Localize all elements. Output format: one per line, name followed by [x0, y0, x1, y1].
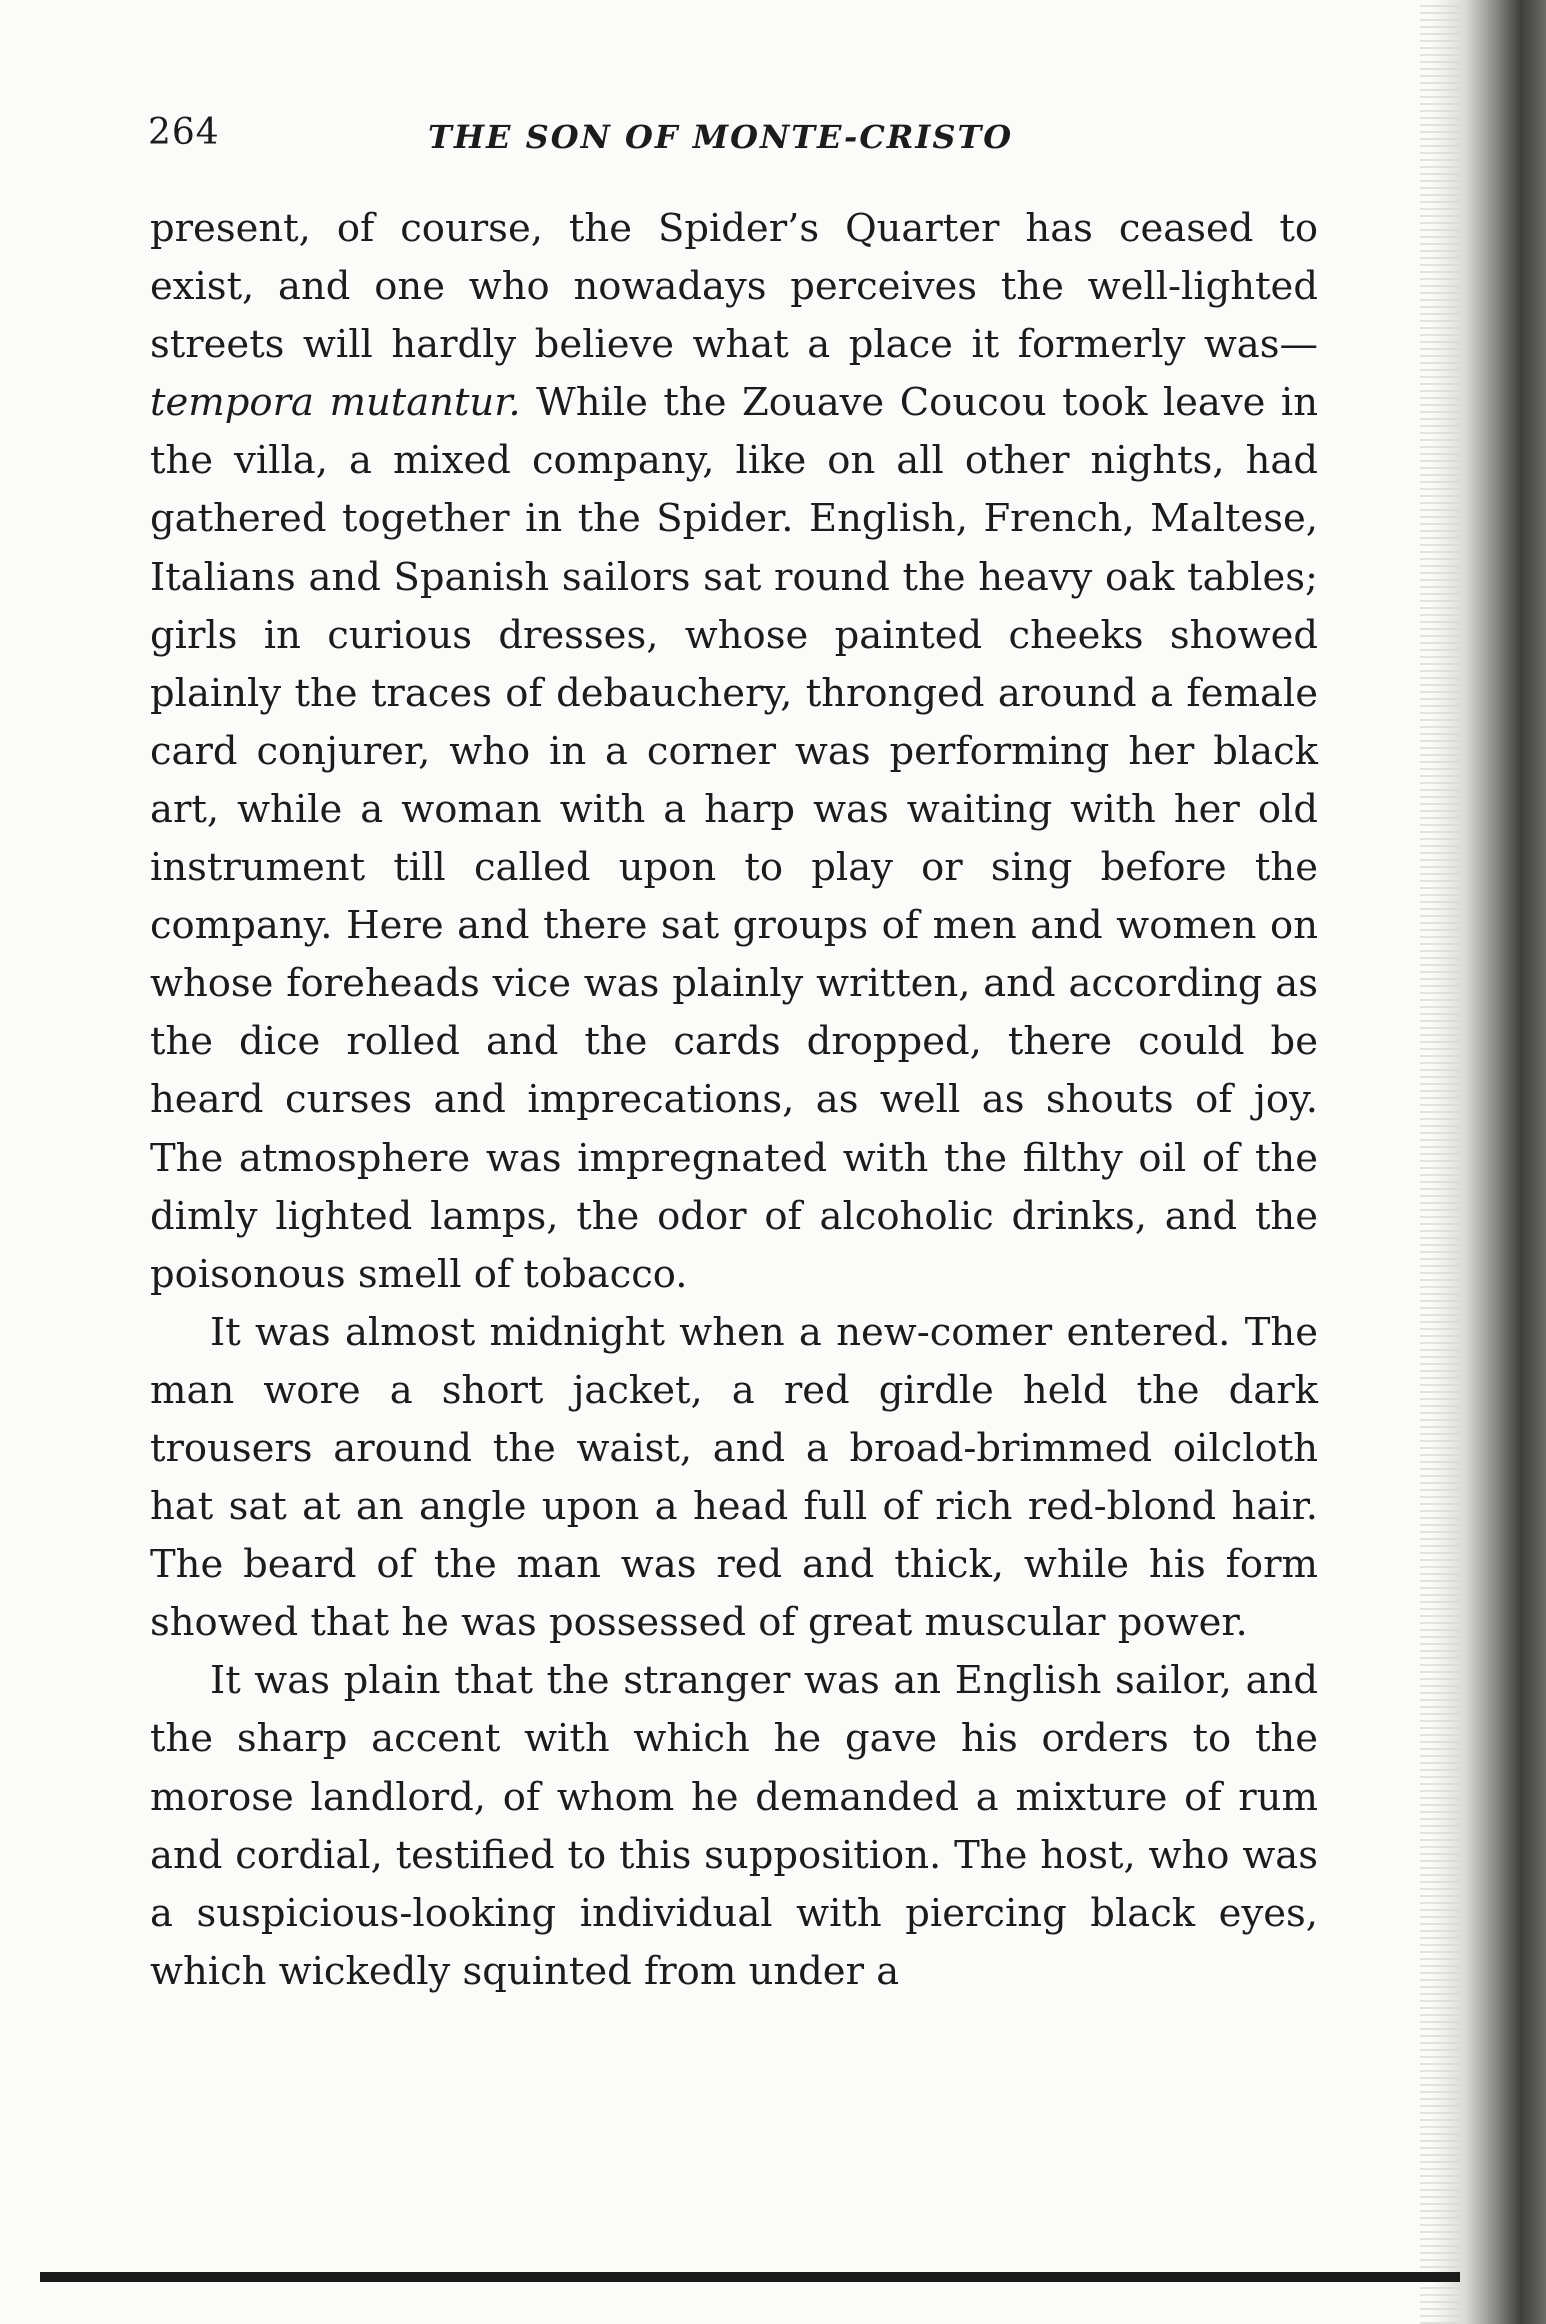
bottom-rule	[40, 2272, 1460, 2282]
running-head: THE SON OF MONTE-CRISTO	[428, 118, 1014, 156]
paragraph-1-text-end: While the Zouave Coucou took leave in the villa, a mixed company, like on all other nights, had gathered together in the Spider. English, French, Maltese, Italians and Spanish sailors sat round the heavy oak tables; girls in curious dresses, whose painted cheeks showed plainly the traces of debauchery, thronged around a female card conjurer, who in a corner was performing her black art, while a woman with a harp was waiting with her old instrument till called upon to play or sing before the company. Here and there sat groups of men and women on whose foreheads vice was plainly written, and according as the dice rolled and the cards dropped, there could be heard curses and imprecations, as well as shouts of joy. The atmosphere was impregnated with the filthy oil of the dimly lighted lamps, the odor of alcoholic drinks, and the poisonous smell of tobacco.	[150, 380, 1319, 1297]
paragraph-2: It was almost midnight when a new-comer entered. The man wore a short jacket, a red girdle held the dark trousers around the waist, and a broad-brimmed oilcloth hat sat at an angle upon a head full of rich red-blond hair. The beard of the man was red and thick, while his form showed that he was possessed of great muscular power.	[150, 1309, 1318, 1646]
page-number: 264	[148, 112, 220, 153]
book-page-edge	[1432, 0, 1546, 2324]
paragraph-1	[150, 200, 1318, 1304]
latin-phrase: tempora mutantur.	[150, 380, 521, 426]
page-header	[148, 112, 1318, 172]
paragraph-3: It was plain that the stranger was an English sailor, and the sharp accent with which he gave his orders to the morose landlord, of whom he demanded a mixture of rum and cordial, testified to this supposition. The host, who was a suspicious-looking individual with piercing black eyes, which wickedly squinted from under a	[150, 1658, 1318, 1994]
body-text	[150, 200, 1318, 2001]
paragraph-1-text-start: present, of course, the Spider’s Quarter has ceased to exist, and one who nowadays perceives the well-lighted streets will hardly believe what a place it formerly was—	[150, 206, 1318, 368]
